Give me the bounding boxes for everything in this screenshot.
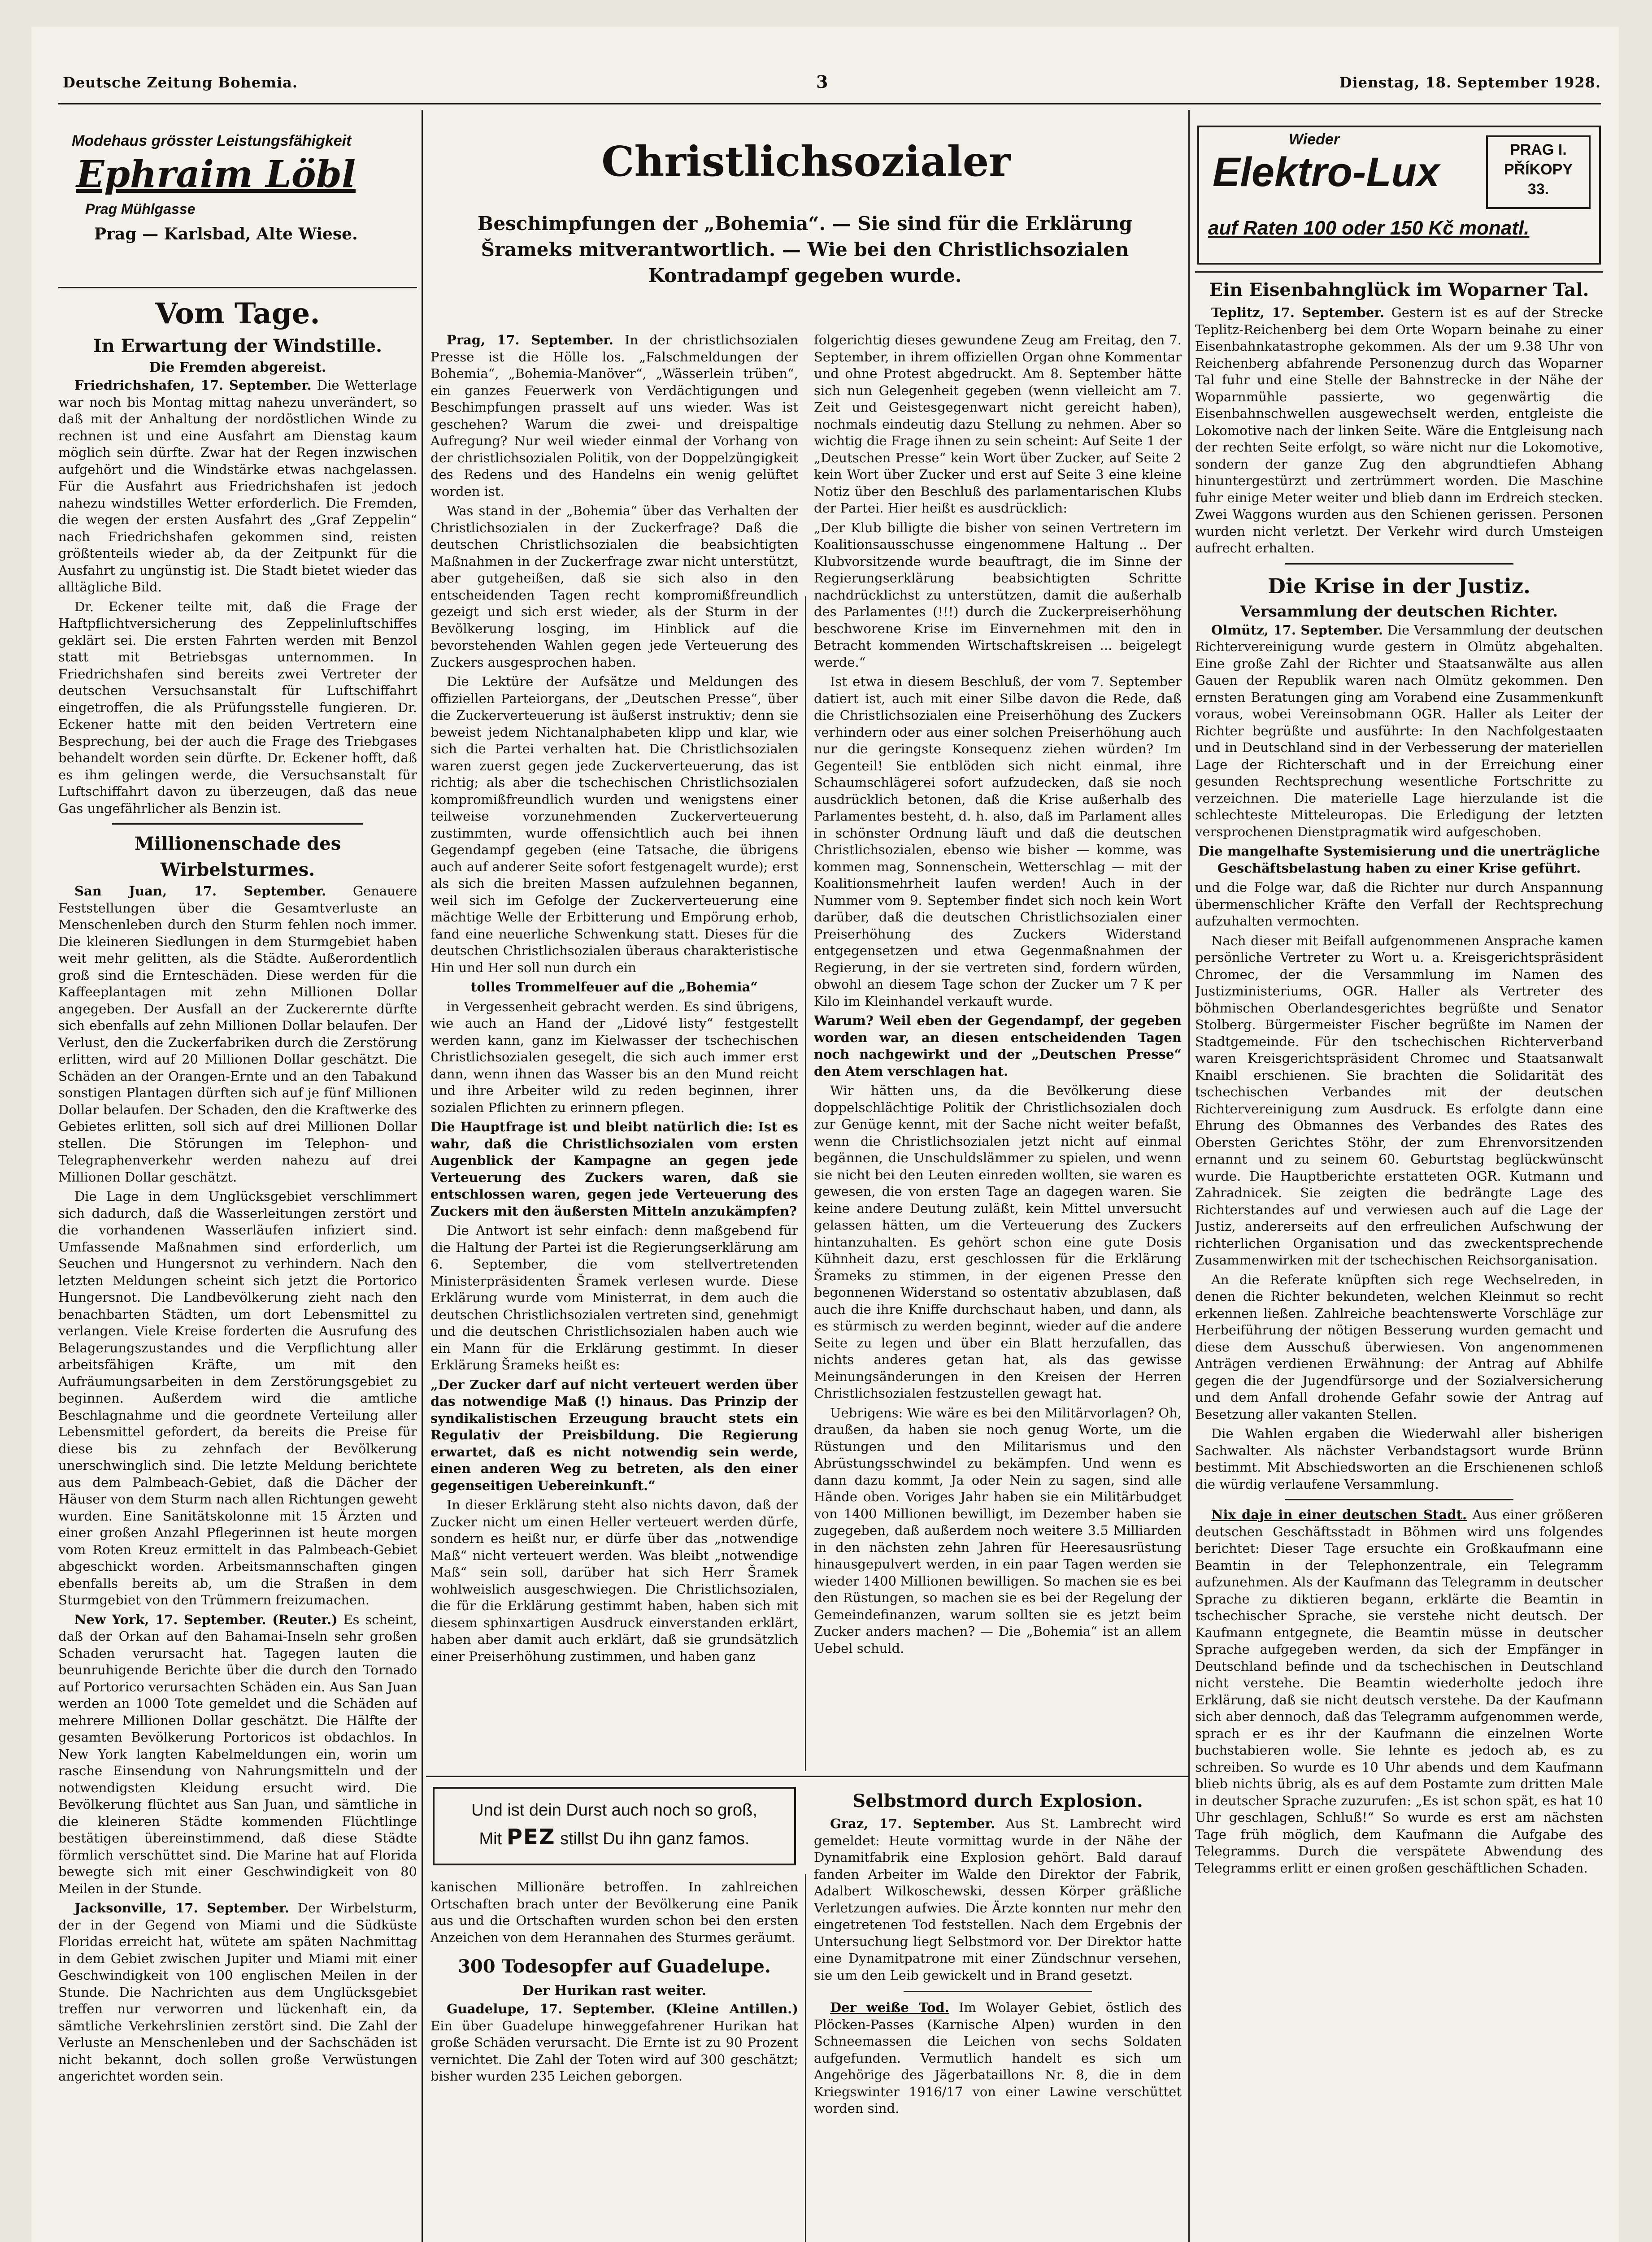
main-article-col-a [430, 332, 798, 1776]
column-rule-1 [422, 110, 423, 2242]
story-justice-text-4: An die Referate knüpften sich rege Wechselreden, in denen die Richter bekundeten, welchen Kleinmut so recht erkennen ließen. Zahlreiche beachtenswerte Vorschläge zur Herbeiführung der nötigen Besserung wurden gemacht und diese dem Ausschuß überwiesen. Von angenommenen Anträgen verdienen Erwähnung: der Antrag auf Abhilfe gegen die der Jugendfürsorge und der Sozialversicherung und dem Anfall drohende Gefahr sowie der Antrag auf Besetzung aller vakanten Stellen. [1195, 1272, 1603, 1422]
story-guadelupe-text: Ein über Guadelupe hinweggefahrener Hurikan hat große Schäden verursacht. Die Ernte ist zu 90 Prozent vernichtet. Die Zahl der Toten wird auf 300 geschätzt; bisher wurden 235 Leichen geborgen. [430, 2018, 798, 2084]
ad-elektrolux [1197, 126, 1601, 265]
ad-loebl-tagline: Modehaus grösster Leistungsfähigkeit [72, 132, 352, 149]
ad-loebl-name: Ephraim Löbl [76, 153, 356, 196]
story-hurricane-text-2: Die Lage in dem Unglücksgebiet verschlimmert sich dadurch, daß die Wasserleitungen zerstört und die vorhandenen Wasserläufen infiziert sind. Umfassende Maßnahmen sind erforderlich, um Seuchen und Hungersnot zu verhindern. Nach den letzten Meldungen scheint sich jetzt die Portorico Hungersnot. Die Landbevölkerung zieht nach den benachbarten Städten, um dort Lebensmittel zu verlangen. Viele Kreise forderten die Ausrufung des Belagerungszustandes und die Verpflichtung aller arbeitsfähigen Kräfte, um mit den Aufräumungsarbeiten in dem Zerstörungsgebiet zu beginnen. Außerdem wird die amtliche Beschlagnahme und die geordnete Verteilung aller Lebensmittel gefordert, da bereits die Preise für diese bis zu zehnfach der Bevölkerung unerschwinglich sind. Die letzte Meldung berichtete aus dem Palmbeach-Gebiet, daß die Dächer der Häuser von dem Sturm nach allen Richtungen geweht wurden. Eine Sanitätskolonne mit 15 Ärzten und einer großen Anzahl Pflegerinnen ist heute morgen vom Roten Kreuz ermittelt in das Palmbeach-Gebiet abgeschickt worden. Arbeitsmannschaften gingen ebenfalls bereits ab, um die Straßen in dem Sturmgebiet von den Trümmern freizumachen. [58, 1189, 417, 1608]
main-article-p2: Was stand in der „Bohemia“ über das Verhalten der Christlichsozialen in der Zuckerfrage? Daß die deutschen Christlichsozialen die beabsichtigten Maßnahmen in der Zuckerfrage zwar nicht unterstützt, aber gutgeheißen, daß sie sich also in den entscheidenden Tagen recht kompromißfreundlich gezeigt und sich erst wieder, als der Sturm in der Bevölkerung losging, im Hinblick auf die bevorstehenden Wahlen gegen jede Verteuerung des Zuckers ausgesprochen haben. [430, 503, 798, 670]
main-article-p9: Wir hätten uns, da die Bevölkerung diese doppelschlächtige Politik der Christlichsozialen doch zur Genüge kennt, mit der Sache nicht weiter befaßt, wenn die Christlichsozialen jetzt nicht auf einmal begännen, die Unschuldslämmer zu spielen, und wenn sie nicht bei den Leuten einreden wollten, sie waren es gewesen, die von ersten Tage an dagegen waren. Sie keine andere Deutung zuläßt, kein Mittel unversucht gelassen hätten, um die Verteuerung des Zuckers hintanzuhalten. Es gehört schon eine gute Dosis Kühnheit dazu, erst geschlossen für die Erklärung Šrameks zu stimmen, in der eigenen Presse den begonnenen Widerstand so ostentativ abzublasen, daß auch die ihre Kniffe durchschaut haben, und dann, als es stürmisch zu werden beginnt, wieder auf die andere Seite zu legen und über ein Blatt herzufallen, das nichts anderes getan hat, als das gewisse Meinungsänderungen in den Kreisen der Herren Christlichsozialen festzustellen gewagt hat. [814, 1083, 1182, 1401]
main-article-p7: folgerichtig dieses gewundene Zeug am Freitag, den 7. September, in ihrem offiziellen Organ ohne Kommentar und ohne Protest abgedruckt. Am 8. September hätte sich nun Gelegenheit gegeben (wenn vielleicht am 7. Zeit und Geistesgegenwart nicht gereicht haben), nochmals eindeutig dazu Stellung zu nehmen. Aber so wichtig die Frage ihnen zu sein scheint: Auf Seite 1 der „Deutschen Presse“ kein Wort über Zucker, auf Seite 2 kein Wort über Zucker und erst auf Seite 3 eine kleine Notiz über den Beschluß des parlamentarischen Klubs der Partei. Hier heißt es ausdrücklich: [814, 332, 1182, 516]
main-article-bottom-rule [426, 1776, 1188, 1777]
ad-elektrolux-wieder: Wieder [1289, 131, 1340, 148]
column-rule-mid [805, 596, 806, 1771]
main-article-p4: in Vergessenheit gebracht werden. Es sind übrigens, wie auch an Hand der „Lidové listy“ festgestellt werden kann, ganz im Kielwasser der tschechischen Christlichsozialen gesegelt, die sich auch immer erst dann, wenn ihnen das Wasser bis an den Mund reicht und ihre Arbeiter wild zu reden beginnen, ihrer sozialen Pflichten zu erinnern pflegen. [430, 999, 798, 1115]
story-guadelupe-subhead: Der Hurikan rast weiter. [522, 1983, 707, 1999]
ad-loebl [58, 128, 417, 280]
story-guadelupe-dateline: Guadelupe, 17. September. (Kleine Antillen.) [447, 2001, 798, 2016]
story-divider-3 [1285, 563, 1513, 565]
column-3 [1195, 276, 1603, 2242]
story-explosion-dateline: Graz, 17. September. [830, 1816, 996, 1831]
ad-elektrolux-city: PRAG I. [1510, 141, 1567, 158]
column-1 [58, 294, 417, 2242]
ad-pez-line-1: Und ist dein Durst auch noch so groß, [471, 1801, 757, 1820]
ad-elektrolux-number: 33. [1527, 181, 1549, 198]
story-justice-dateline: Olmütz, 17. September. [1211, 622, 1383, 638]
story-justice-text: Die Versammlung der deutschen Richtervereinigung wurde gestern in Olmütz abgehalten. Eine große Zahl der Richter und Staatsanwälte aus allen Gauen der Republik waren nach Olmütz gekommen. Den ernsten Beratungen ging am Vorabend eine Zusammenkunft voraus, wobei Vereinsobmann OGR. Haller als Leiter der Richter begrüßte und ausführte: In den Nachfolgestaaten und in Deutschland sind in der Verbesserung der materiellen Lage der Richterschaft und in der Erreichung einer gesunden Rechtsprechung wesentliche Fortschritte zu verzeichnen. Die materielle Lage hierzulande ist die schlechteste Mitteleuropas. Die Erledigung der letzten versprochenen Dienstpragmatik wird aufgeschoben. [1195, 622, 1603, 839]
story-zeppelin-dateline: Friedrichshafen, 17. September. [74, 378, 312, 393]
masthead-page-number: 3 [816, 72, 829, 92]
lower-col-a [430, 1879, 798, 2242]
ad-loebl-rule [58, 287, 417, 288]
ad-pez-brand: PEZ [506, 1825, 556, 1850]
story-telegram-headline: Nix daje in einer deutschen Stadt. [1211, 1507, 1467, 1522]
main-article-dateline: Prag, 17. September. [447, 332, 614, 348]
story-hurricane-dateline-2: New York, 17. September. (Reuter.) [74, 1612, 338, 1627]
main-article-quote-2: „Der Zucker darf auf nicht verteuert werden über das notwendige Maß (!) hinaus. Das Prinzip der syndikalistischen Erzeugung braucht stets ein Regulativ der Preisbildung. Die Regierung erwartet, daß es nicht notwendig sein werde, einen anderen Weg zu betreten, als den einer gegenseitigen Uebereinkunft.“ [430, 1377, 798, 1493]
story-justice-text-5: Die Wahlen ergaben die Wiederwahl aller bisherigen Sachwalter. Als nächster Verbandstagsort wurde Brünn bestimmt. Mit Abschiedsworten an die Erschienenen schloß die würdig verlaufene Versammlung. [1195, 1426, 1603, 1492]
ad-elektrolux-address [1486, 135, 1591, 209]
lower-col-b [814, 1787, 1182, 2242]
story-hurricane-headline: Millionenschade des Wirbelsturmes. [134, 833, 341, 880]
main-article-col-b [814, 332, 1182, 1776]
ad-elektrolux-terms: auf Raten 100 oder 150 Kč monatl. [1208, 217, 1530, 239]
column-rule-2 [1188, 110, 1190, 2242]
ad-pez-rest: stillst Du ihn ganz famos. [560, 1829, 750, 1848]
main-article-p6: In dieser Erklärung steht also nichts davon, daß der Zucker nicht um einen Heller verteuert werden dürfe, sondern es heißt nur, er dürfe über das „notwendige Maß“ nicht verteuert werden. Was bleibt „notwendige Maß“ sein soll, darüber hat sich Herr Šramek wohlweislich ausgeschwiegen. Die Christlichsozialen, die für die Erklärung gestimmt haben, haben sich mit diesem sphinxartigen Ausdruck einverstanden erklärt, haben aber damit auch erklärt, daß sie grundsätzlich einer Preiserhöhung zustimmen, und haben ganz [430, 1497, 798, 1664]
column-rule-mid-lower [805, 1874, 806, 2242]
story-divider [112, 823, 363, 825]
story-zeppelin-text: Die Wetterlage war noch bis Montag mittag nahezu unverändert, so daß mit der Anhaltung der nordöstlichen Winde zu rechnen ist und eine Ausfahrt am Dienstag kaum möglich sein dürfte. Zwar hat der Regen inzwischen aufgehört und die Windstärke etwas nachgelassen. Für die Ausfahrt aus Friedrichshafen ist jedoch nahezu windstilles Wetter erforderlich. Die Fremden, die wegen der ersten Ausfahrt des „Graf Zeppelin“ nach Friedrichshafen gekommen sind, reisten größtenteils wieder ab, da der Zeitpunkt für die Ausfahrt zu ungünstig ist. Die Stadt bietet wieder das alltägliche Bild. [58, 378, 417, 595]
masthead-rule [58, 103, 1601, 104]
story-hurricane-dateline: San Juan, 17. September. [74, 883, 326, 899]
story-railway-text: Gestern ist es auf der Strecke Teplitz-Reichenberg bei dem Orte Woparn beinahe zu einer Eisenbahnkatastrophe gekommen. Als der um 9.38 Uhr von Reichenberg abfahrende Personenzug durch das Woparner Tal fuhr und eine Stelle der Bahnstrecke in der Nähe der Woparnmühle passierte, wo gegenwärtig die Eisenbahnschwellen ausgewechselt werden, entgleiste die Lokomotive nach der linken Seite. Wäre die Entgleisung nach der rechten Seite erfolgt, so wäre nicht nur die Lokomotive, sondern der ganze Zug den abgrundtiefen Abhang hinuntergestürzt und zertrümmert worden. Die Maschine fuhr einige Meter weiter und blieb dann im Erdreich stecken. Zwei Waggons wurden aus den Schienen gerissen. Personen wurden nicht verletzt. Der Verkehr wird durch Umsteigen aufrecht erhalten. [1195, 305, 1603, 556]
ad-pez-line-2 [443, 1824, 785, 1852]
story-justice-headline: Die Krise in der Justiz. [1267, 574, 1531, 598]
story-railway-dateline: Teplitz, 17. September. [1211, 305, 1385, 320]
story-explosion-text: Aus St. Lambrecht wird gemeldet: Heute vormittag wurde in der Nähe der Dynamitfabrik eine Explosion gehört. Bald darauf fanden Arbeiter im Walde den Direktor der Fabrik, Adalbert Wilkoschewski, dessen Körper gräßliche Verletzungen aufwies. Die Ärzte konnten nur mehr den eingetretenen Tod feststellen. Nach dem Ergebnis der Untersuchung liegt Selbstmord vor. Der Direktor hatte eine Dynamitpatrone mit einer Zündschnur versehen, sie um den Leib gewickelt und in Brand gesetzt. [814, 1816, 1182, 1983]
story-hurricane-text-4: Der Wirbelsturm, der in der Gegend von Miami und die Südküste Floridas erreicht hat, wütete am späten Nachmittag in dem Gebiet zwischen Jupiter und Miami mit einer Geschwindigkeit von 100 englischen Meilen in der Stunde. Die Nachrichten aus dem Unglücksgebiet treffen nur verworren und lückenhaft ein, da sämtliche Verkehrslinien zerstört sind. Die Zahl der Verluste an Menschenleben und der Sachschäden ist nicht bekannt, doch sollen große Verwüstungen angerichtet worden sein. [58, 1900, 417, 2084]
main-article-quote-1: Die Hauptfrage ist und bleibt natürlich die: Ist es wahr, daß die Christlichsozialen vom ersten Augenblick der Kampagne an gegen jede Verteuerung des Zuckers waren, daß sie entschlossen waren, gegen jede Verteuerung des Zuckers mit den äußersten Mitteln anzukämpfen? [430, 1119, 798, 1219]
main-article-p1: In der christlichsozialen Presse ist die Hölle los. „Falschmeldungen der Bohemia“, „Bohemia-Manöver“, „Wässerlein trüben“, ein ganzes Feuerwerk von Verdächtigungen und Beschimpfungen prasselt auf uns wieder. Was ist geschehen? Warum die zwei- und dreispaltige Aufregung? Nur weil wieder einmal der Vorhang von der christlichsozialen Politik, von der Doppelzüngigkeit des Redens und des Handelns ein wenig gelüftet worden ist. [430, 332, 798, 499]
main-article-p5: Die Antwort ist sehr einfach: denn maßgebend für die Haltung der Partei ist die Regierungserklärung am 6. September, die vom stellvertretenden Ministerpräsidenten Šramek verlesen wurde. Diese Erklärung wurde vom Ministerrat, in dem auch die deutschen Christlichsozialen vertreten sind, genehmigt und die deutschen Christlichsozialen haben auch wie ein Mann für die Erklärung gestimmt. In dieser Erklärung Šrameks heißt es: [430, 1223, 798, 1373]
main-article-bold-1: tolles Trommelfeuer auf die „Bohemia“ [471, 979, 758, 995]
ad-elektrolux-rule [1195, 271, 1603, 273]
story-justice-text-2: und die Folge war, daß die Richter nur durch Anspannung übermenschlicher Kräfte den Verfall der Rechtsprechung aufzuhalten vermochten. [1195, 880, 1603, 929]
story-hurricane-body [58, 883, 417, 2085]
main-headline: Christlichsozialer [601, 137, 1011, 186]
story-hurricane-text: Genauere Feststellungen über die Gesamtverluste an Menschenleben durch den Sturm fehlen noch immer. Die kleineren Siedlungen in dem Sturmgebiet haben weit mehr gelitten, als die Städte. Außerordentlich groß sind die Ernteschäden. Diese werden für die Kaffeeplantagen mit zehn Millionen Dollar angegeben. Der Ausfall an der Zuckerernte dürfte sich ebenfalls auf zehn Millionen Dollar belaufen. Der Verlust, den die Zuckerfabriken durch die Zerstörung erlitten, wird auf 20 Millionen Dollar geschätzt. Die Schäden an der Orangen-Ernte und an den Tabakund sonstigen Plantagen dürften sich auf je fünf Millionen Dollar belaufen. Der Schaden, den die Kraftwerke des Gebietes erlitten, soll sich auf drei Millionen Dollar stellen. Die Störungen im Telephon- und Telegraphenverkehr werden nahezu auf drei Millionen Dollar geschätzt. [58, 883, 417, 1185]
story-zeppelin-body [58, 377, 417, 817]
ad-elektrolux-street: PŘÍKOPY [1504, 161, 1573, 178]
story-divider-2 [904, 1991, 1092, 1992]
story-zeppelin-text-2: Dr. Eckener teilte mit, daß die Frage der Haftpflichtversicherung des Zeppelinluftschiffes geklärt sei. Die ersten Fahrten werden mit Benzol statt mit Betriebsgas unternommen. In Friedrichshafen sind bereits zwei Vertreter der deutschen Versuchsanstalt für Luftschiffahrt eingetroffen, die als Prüfungsstelle fungieren. Dr. Eckener hatte mit den beiden Vertretern eine Besprechung, bei der auch die Frage des Triebgases behandelt worden sein dürfte. Dr. Eckener hofft, daß es ihm gelingen werde, die Versuchsanstalt für Luftschiffahrt davon zu überzeugen, daß das neue Gas ungefährlicher als Benzin ist. [58, 599, 417, 816]
main-article-p8: Ist etwa in diesem Beschluß, der vom 7. September datiert ist, auch mit einer Silbe davon die Rede, daß die Christlichsozialen eine Preiserhöhung des Zuckers verhindern oder aus einer solchen Preiserhöhung auch nur die geringste Konsequenz ziehen würden? Im Gegenteil! Sie entblöden sich nicht einmal, ihre Schaumschlägerei sofort aufzudecken, daß sie noch ausdrücklich betonen, daß die Krise außerhalb des Parlamentes besteht, d. h. also, daß im Parlament alles in schönster Ordnung läuft und daß die deutschen Christlichsozialen, ebenso wie bisher — komme, was kommen mag, Sonnenschein, Wetterschlag — mit der Koalitionsmehrheit laufen werden! Auch in der Nummer vom 9. September findet sich noch kein Wort darüber, daß die deutschen Christlichsozialen einer Preiserhöhung des Zuckers Widerstand entgegensetzen und etwa Gegenmaßnahmen der Regierung, in der sie vertreten sind, fordern würden, obwohl an diesem Tage schon der Zucker um 7 K per Kilo im Kleinhandel verkauft wurde. [814, 674, 1182, 1009]
story-explosion-headline: Selbstmord durch Explosion. [852, 1790, 1143, 1812]
ad-pez [433, 1787, 796, 1865]
story-zeppelin-headline: In Erwartung der Windstille. [93, 335, 383, 356]
story-justice-subhead: Versammlung der deutschen Richter. [1240, 602, 1558, 621]
masthead-date: Dienstag, 18. September 1928. [1339, 74, 1601, 91]
newspaper-sheet [31, 27, 1619, 2242]
main-article-quote-4: Warum? Weil eben der Gegendampf, der gegeben worden war, an diesen entscheidenden Tagen noch nachgewirkt und der „Deutschen Presse“ den Atem verschlagen hat. [814, 1013, 1182, 1079]
story-zeppelin-subhead: Die Fremden abgereist. [149, 360, 326, 375]
story-white-death-text: Im Wolayer Gebiet, östlich des Plöcken-Passes (Karnische Alpen) wurden in den Schneemassen die Leichen von sechs Soldaten aufgefunden. Vermutlich handelt es sich um Angehörige des Jägerbataillons Nr. 8, die in dem Kriegswinter 1916/17 von einer Lawine verschüttet worden sind. [814, 2000, 1182, 2116]
ad-loebl-address: Prag — Karlsbad, Alte Wiese. [94, 225, 358, 243]
story-justice-text-3: Nach dieser mit Beifall aufgenommenen Ansprache kamen persönliche Vertreter zu Wort u. a. Kreisgerichtspräsident Chromec, der die Versammlung im Namen des Justizministeriums, OGR. Haller als Vertreter des böhmischen Oberlandesgerichtes begrüßte und Senator Stolberg. Bürgermeister Fischer begrüßte im Namen der Stadtgemeinde. Für den tschechischen Richterverband waren Kreisgerichtspräsident Chromec und Staatsanwalt Knaibl erschienen. Sie brachten die Solidarität des tschechischen Verbandes mit der deutschen Richtervereinigung zum Ausdruck. Es erfolgte dann eine Ehrung des Obmannes des Verbandes des Rates des Obersten Gerichtes Stöhr, der zum Ehrenvorsitzenden ernannt und zu seinem 60. Geburtstag beglückwünscht wurde. Die Hauptberichte erstatteten OGR. Kutmann und Zahradnicek. Sie zeigten die bedrängte Lage des Richterstandes auf und verwiesen auch auf die Lage der Justiz, andererseits auf den erfreulichen Aufschwung der richterlichen Organisation und das zweckentsprechende Zusammenwirken mit der tschechischen Reichsorganisation. [1195, 933, 1603, 1268]
ad-loebl-city: Prag Mühlgasse [85, 201, 196, 217]
story-hurricane-dateline-3: Jacksonville, 17. September. [74, 1900, 289, 1916]
story-telegram-text: Aus einer größeren deutschen Geschäftsstadt in Böhmen wird uns folgendes berichtet: Dieser Tage ersuchte ein Großkaufmann eine Beamtin in der Telephonzentrale, ein Telegramm aufzunehmen. Als der Kaufmann das Telegramm in deutscher Sprache zu diktieren begann, erklärte die Beamtin in tschechischer Sprache, sie verstehe nicht deutsch. Der Kaufmann entgegnete, die Beamtin müsse in deutscher Sprache aufgegeben werden, da sich der Empfänger in Deutschland befinde und da tschechischen in Deutschland nicht verstehe. Die Beamtin wiederholte jedoch ihre Erklärung, daß sie nicht deutsch verstehe. Da der Kaufmann sich aber dennoch, daß das Telegramm aufgenommen werde, sprach er es ihr der Kaufmann die einzelnen Worte buchstabieren wolle. Sie lehnte es jedoch ab, es zu schreiben. So wurde es 10 Uhr abends und dem Kaufmann blieb nichts übrig, als es auf dem Postamte zum dritten Male in deutscher Sprache zuzurufen: „Es ist schon spät, es hat 10 Uhr geschlagen, Schluß!“ So wurde es erst am nächsten Tage früh möglich, dem Kaufmann die Aufgabe des Telegramms. Durch die verspätete Abwendung des Telegramms erlitt er einen großen geschäftlichen Schaden. [1195, 1507, 1603, 1876]
main-article-p3: Die Lektüre der Aufsätze und Meldungen des offiziellen Parteiorgans, der „Deutschen Presse“, über die Zuckerverteuerung ist äußerst instruktiv; denn sie beweist jedem Nichtanalphabeten klipp und klar, wie sich die Partei verhalten hat. Die Christlichsozialen waren zuerst gegen jede Zuckerverteuerung, das ist richtig; als aber die tschechischen Christlichsozialen kompromißfreundlich wurden und wenigstens einer teilweise vorzunehmenden Zuckerverteuerung zustimmten, wurde offensichtlich auch bei ihnen Gegendampf gegeben (eine Tatsache, die übrigens auch auf anderer Seite sofort festgenagelt wurde); erst als sich die breiten Massen aufzulehnen begannen, weil sich im Gefolge der Zuckerverteuerung eine mächtige Welle der Erbitterung und Empörung erhob, fand eine neuerliche Schwenkung statt. Dieses für die deutschen Christlichsozialen überaus charakteristische Hin und Her soll nun durch ein [430, 674, 798, 975]
story-justice-bold: Die mangelhafte Systemisierung und die unerträgliche Geschäftsbelastung haben zu einer Krise geführt. [1198, 843, 1600, 876]
ad-elektrolux-brand: Elektro-Lux [1213, 149, 1440, 195]
story-hurricane-text-3: Es scheint, daß der Orkan auf den Bahamai-Inseln sehr großen Schaden verursacht hat. Tagegen lauten die beunruhigende Berichte über die durch den Tornado auf Portorico verursachten Schäden ein. Aus San Juan werden an 1000 Tote gemeldet und die Schäden auf mehrere Millionen Dollar geschätzt. Die Hälfte der gesamten Bevölkerung Portoricos ist obdachlos. In New York langten Kabelmeldungen ein, worin um rasche Einsendung von Nahrungsmitteln und der notwendigsten Kleidung ersucht wird. Die Bevölkerung flüchtet aus San Juan, und sämtliche in die kleineren Städte kommenden Flüchtlinge bestätigen übereinstimmend, daß diese Städte förmlich verschüttet sind. Die Marine hat auf Florida bewegte sich mit einer Geschwindigkeit von 80 Meilen in der Stunde. [58, 1612, 417, 1896]
lower-col-a-text: kanischen Millionäre betroffen. In zahlreichen Ortschaften brach unter der Bevölkerung eine Panik aus und die Ortschaften wurden schon bei den ersten Anzeichen von dem Herannahen des Sturmes geräumt. [430, 1879, 798, 1945]
ad-pez-mit: Mit [479, 1829, 502, 1848]
column-1-title: Vom Tage. [155, 297, 320, 330]
story-white-death-headline: Der weiße Tod. [830, 2000, 949, 2015]
story-railway-headline: Ein Eisenbahnglück im Woparner Tal. [1209, 279, 1589, 300]
main-article-quote-3: „Der Klub billigte die bisher von seinen Vertretern im Koalitionsausschusse eingenommene Haltung .. Der Klubvorsitzende wurde beauftragt, die im Sinne der Regierungserklärung beabsichtigten Schritte nachdrücklichst zu unterstützen, damit die außerhalb des Parlamentes (!!!) durch die Zuckerpreiserhöhung beschworene Krise im Einvernehmen mit den in Betracht kommenden Wirtschaftskreisen ... beigelegt werde.“ [814, 520, 1182, 670]
main-article-p10: Uebrigens: Wie wäre es bei den Militärvorlagen? Oh, draußen, da haben sie noch genug Worte, um die Rüstungen und den Militarismus und den Abrüstungsschwindel zu bekämpfen. Und wenn es dann dazu kommt, Ja oder Nein zu sagen, sind alle Hände oben. Voriges Jahr haben sie ein Militärbudget von 1400 Millionen bewilligt, im Dezember haben sie zugegeben, daß außerdem noch weitere 3.5 Milliarden in den nächsten zehn Jahren für Heeresausrüstung hinausgepulvert werden, in ein paar Tagen werden sie wieder 1400 Millionen bewilligen. So machen sie es bei den Rüstungen, so machen sie es bei der Regelung der Gemeindefinanzen, warum sollten sie es jetzt beim Zucker anders machen? — Die „Bohemia“ ist an allem Uebel schuld. [814, 1405, 1182, 1656]
masthead-paper-name: Deutsche Zeitung Bohemia. [63, 74, 298, 91]
story-divider-4 [1285, 1499, 1513, 1500]
main-deck: Beschimpfungen der „Bohemia“. — Sie sind für die Erklärung Šrameks mitverantwortlich. — Wie bei den Christlichsozialen Kontradampf gegeben wurde. [477, 213, 1133, 287]
story-guadelupe-headline: 300 Todesopfer auf Guadelupe. [458, 1956, 771, 1977]
